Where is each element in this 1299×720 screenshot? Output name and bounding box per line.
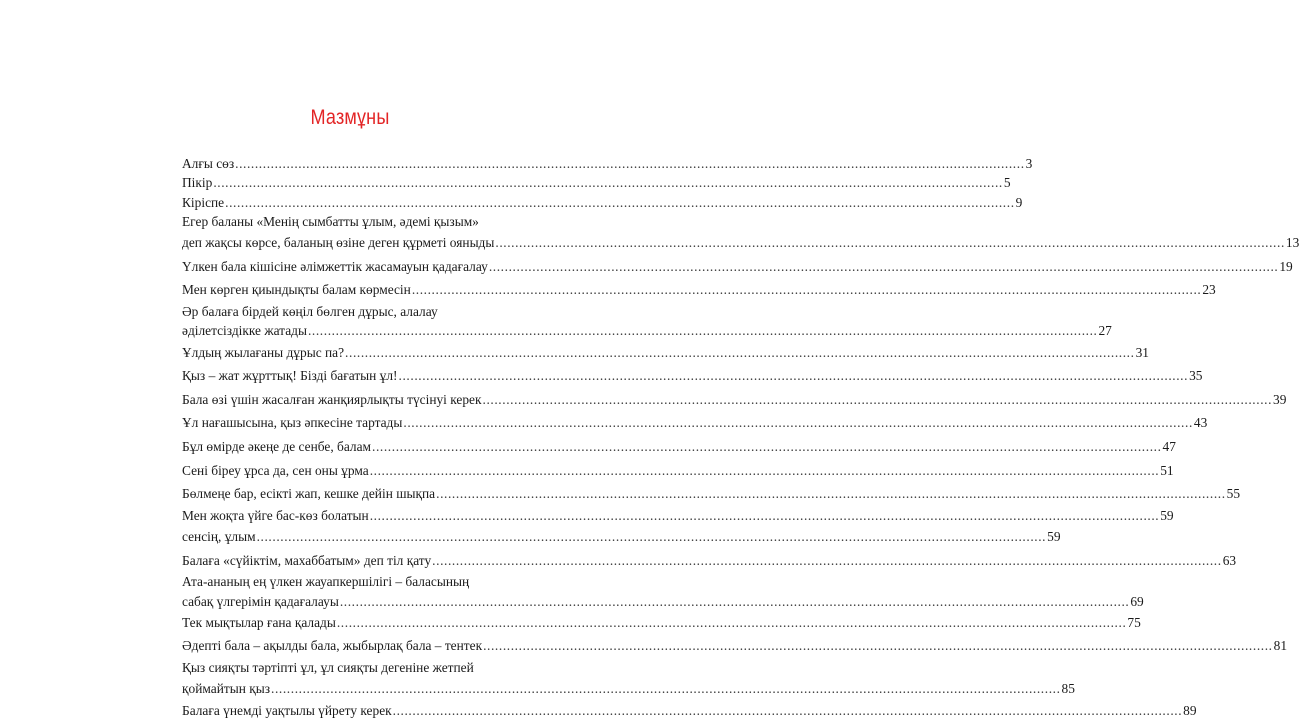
toc-entry-title: Ұлдың жылағаны дұрыс па? [182,344,345,360]
toc-entry-title: Үлкен бала кішісіне әлімжеттік жасамауын қадағалау [182,258,488,274]
toc-page-number: 23 [1202,282,1216,298]
toc-entry-title: Кіріспе [182,194,225,210]
toc-entry [182,435,1176,459]
toc-entry [182,549,1237,573]
toc-leader-dots: ........................................................................................................................................................................................................ [482,391,1273,407]
toc-entry [182,525,1061,549]
toc-leader-dots: ........................................................................................................................................................................................................ [235,156,1025,171]
toc-entry-line [182,658,527,677]
toc-entry-title: Ата-ананың ең үлкен жауапкершілігі – баласының [182,574,470,590]
toc-leader-dots: ........................................................................................................................................................................................................ [213,175,1003,191]
toc-page-number: 35 [1189,368,1203,384]
toc-entry [182,364,1203,388]
toc-entry-title: Қыз сияқты тәртіпті ұл, ұл сияқты дегеніне жетпей [182,659,474,675]
toc-page-number: 13 [1285,235,1299,251]
toc-entry [182,411,1208,435]
toc-entry [182,701,1197,720]
toc-page-number: 59 [1047,529,1061,545]
toc-page-number: 43 [1193,415,1208,431]
toc-entry-title: деп жақсы көрсе, баланың өзіне деген құрметі ояныды [182,235,495,251]
toc-page-number: 47 [1162,438,1176,454]
toc-leader-dots: ........................................................................................................................................................................................................ [307,323,1098,339]
toc-page-number: 89 [1183,702,1197,718]
toc-page-number: 69 [1130,593,1144,609]
toc-entry [182,459,1174,483]
toc-leader-dots: ........................................................................................................................................................................................................ [336,614,1127,630]
toc-entry-line [182,212,527,231]
toc-page-number: 31 [1135,344,1149,360]
toc-entry [182,321,1112,340]
toc-entry-title: Тек мықтылар ғана қалады [182,614,336,630]
toc-entry-line [182,572,527,591]
toc-page-number: 19 [1279,258,1293,274]
toc-page-number: 85 [1061,681,1075,697]
toc-entry [182,231,1299,255]
toc-entry [182,173,1011,192]
toc-page-number: 75 [1127,614,1141,630]
toc-entry [182,506,1174,525]
toc-entry-title: Мен көрген қиындықты балам көрмесін [182,282,411,298]
toc-leader-dots: ........................................................................................................................................................................................................ [436,486,1226,502]
toc-page-number: 51 [1160,462,1174,478]
toc-entry-title: Мен жоқта үйге бас-көз болатын [182,507,369,523]
toc-entry-title: Бала өзі үшін жасалған жанқиярлықты түсінуі керек [182,391,482,407]
toc-leader-dots: ........................................................................................................................................................................................................ [483,638,1273,654]
toc-page-number: 63 [1222,552,1237,568]
toc-entry [182,154,1033,173]
toc-leader-dots: ........................................................................................................................................................................................................ [256,529,1047,545]
toc-entry-title: Бұл өмірде әкеңе де сенбе, балам [182,438,372,454]
table-of-contents [182,154,1299,720]
toc-leader-dots: ........................................................................................................................................................................................................ [369,507,1160,523]
toc-entry-title: сенсің, ұлым [182,529,256,545]
toc-entry-title: Әдепті бала – ақылды бала, жыбырлақ бала – тентек [182,638,483,654]
toc-entry-title: Алғы сөз [182,156,235,171]
toc-entry-title: Пікір [182,175,213,191]
toc-leader-dots: ........................................................................................................................................................................................................ [403,415,1193,431]
toc-page-number: 3 [1025,156,1033,171]
toc-entry [182,341,1149,365]
toc-leader-dots: ........................................................................................................................................................................................................ [369,462,1160,478]
toc-page-number: 55 [1226,486,1241,502]
toc-leader-dots: ........................................................................................................................................................................................................ [225,194,1015,210]
toc-entry-title: Ұл нағашысына, қыз әпкесіне тартады [182,415,403,431]
toc-entry-title: Қыз – жат жұрттық! Бізді бағатын ұл! [182,368,398,384]
toc-entry [182,193,1023,212]
toc-entry [182,482,1241,506]
toc-entry-line [182,302,527,321]
toc-leader-dots: ........................................................................................................................................................................................................ [372,438,1162,454]
toc-entry-title: Әр балаға бірдей көңіл бөлген дұрыс, алалау [182,303,438,319]
toc-entry [182,592,1144,611]
toc-leader-dots: ........................................................................................................................................................................................................ [432,552,1222,568]
toc-page-number: 5 [1003,175,1011,191]
toc-page-number: 39 [1273,391,1287,407]
toc-entry-title: Балаға «сүйіктім, махаббатым» деп тіл қату [182,552,432,568]
toc-leader-dots: ........................................................................................................................................................................................................ [345,344,1135,360]
toc-leader-dots: ........................................................................................................................................................................................................ [392,702,1183,718]
toc-leader-dots: ........................................................................................................................................................................................................ [495,235,1285,251]
toc-entry [182,388,1287,412]
toc-leader-dots: ........................................................................................................................................................................................................ [271,681,1061,697]
page-title: Мазмұны [310,106,390,129]
toc-entry [182,278,1216,302]
toc-leader-dots: ........................................................................................................................................................................................................ [411,282,1202,298]
toc-entry-title: Сені біреу ұрса да, сен оны ұрма [182,462,369,478]
toc-entry-title: сабақ үлгерімін қадағалауы [182,593,339,609]
toc-page-number: 27 [1098,323,1112,339]
toc-page-number: 81 [1273,638,1288,654]
toc-entry-title: Балаға үнемді уақтылы үйрету керек [182,702,392,718]
toc-entry-title: Егер баланы «Менің сымбатты ұлым, әдемі қызым» [182,213,479,229]
toc-entry-title: қоймайтын қыз [182,681,271,697]
toc-page-number: 59 [1160,507,1174,523]
toc-page-number: 9 [1015,194,1023,210]
toc-entry [182,634,1288,658]
toc-leader-dots: ........................................................................................................................................................................................................ [339,593,1130,609]
toc-leader-dots: ........................................................................................................................................................................................................ [488,258,1279,274]
toc-entry [182,611,1141,635]
toc-entry [182,677,1075,701]
toc-leader-dots: ........................................................................................................................................................................................................ [398,368,1189,384]
toc-entry-title: Бөлмеңе бар, есікті жап, кешке дейін шықпа [182,486,436,502]
toc-entry-title: әділетсіздікке жатады [182,323,307,339]
toc-entry [182,255,1293,279]
